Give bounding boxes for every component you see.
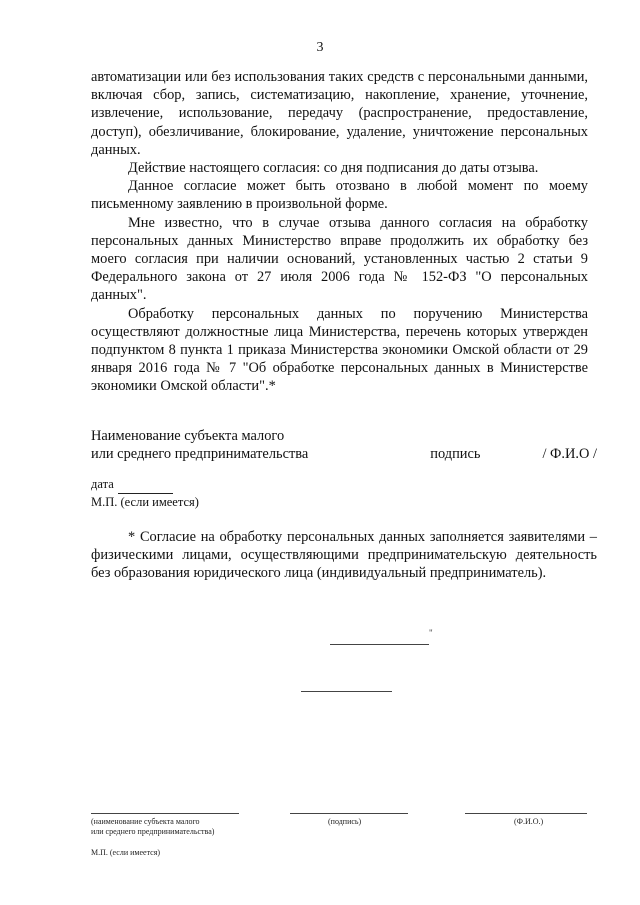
- subject-name-line1: Наименование субъекта малого: [91, 428, 285, 444]
- subject-caption-line2: или среднего предпринимательства): [91, 827, 215, 836]
- stamp-caption: М.П. (если имеется): [91, 848, 161, 857]
- subject-name-field[interactable]: [91, 813, 239, 814]
- paragraph-processing-actions: автоматизации или без использования таких средств с персональными данными, включая сбор, запись, систематизацию, накопление, хранение, уточнение, извлечение, использование, передачу (распространение, предоставление, доступ), обезличивание, блокирование, удаление, уничтожение персональных данных.: [91, 69, 588, 158]
- paragraph-validity: Действие настоящего согласия: со дня подписания до даты отзыва.: [128, 160, 539, 177]
- consent-body: [91, 68, 588, 396]
- page-number: 3: [316, 40, 324, 55]
- signature-label: подпись: [430, 446, 481, 462]
- quote-mark: ": [429, 628, 433, 638]
- signature-block: [91, 427, 597, 463]
- subject-name-line2: или среднего предпринимательства: [91, 446, 309, 462]
- date-label: дата: [91, 477, 114, 491]
- blank-line-lower: [301, 691, 392, 692]
- date-stamp-block: [91, 476, 199, 511]
- signature-caption: (подпись): [328, 817, 362, 826]
- subject-caption-line1: (наименование субъекта малого: [91, 817, 200, 826]
- fio-caption: (Ф.И.О.): [514, 817, 544, 826]
- date-field[interactable]: [118, 476, 173, 494]
- paragraph-revocation: Данное согласие может быть отозвано в любой момент по моему письменному заявлению в произвольной форме.: [91, 178, 588, 213]
- footnote: [91, 528, 597, 583]
- signature-row: [91, 445, 597, 463]
- paragraph-ministry-rights: Мне известно, что в случае отзыва данного согласия на обработку персональных данных Министерство вправе продолжить их обработку без моего согласия при наличии оснований, установленных частью 2 статьи 9 Федерального закона от 27 июля 2006 года № 152-ФЗ "О персональных данных".: [91, 214, 588, 304]
- footnote-text: * Согласие на обработку персональных данных заполняется заявителями – физическими лицами, осуществляющими предпринимательскую деятельность без образования юридического лица (индивидуальный предприниматель).: [91, 529, 597, 582]
- fio-label: / Ф.И.О /: [542, 446, 597, 462]
- fio-field[interactable]: [465, 813, 587, 814]
- blank-line-upper: [330, 644, 429, 645]
- paragraph-officials: Обработку персональных данных по поручению Министерства осуществляют должностные лица Министерства, перечень которых утвержден подпунктом 8 пункта 1 приказа Министерства экономики Омской области от 29 января 2016 года № 7 "Об обработке персональных данных в Министерстве экономики Омской области".*: [91, 305, 588, 395]
- signature-field[interactable]: [290, 813, 408, 814]
- stamp-label: М.П. (если имеется): [91, 495, 199, 509]
- subject-caption: [91, 817, 214, 837]
